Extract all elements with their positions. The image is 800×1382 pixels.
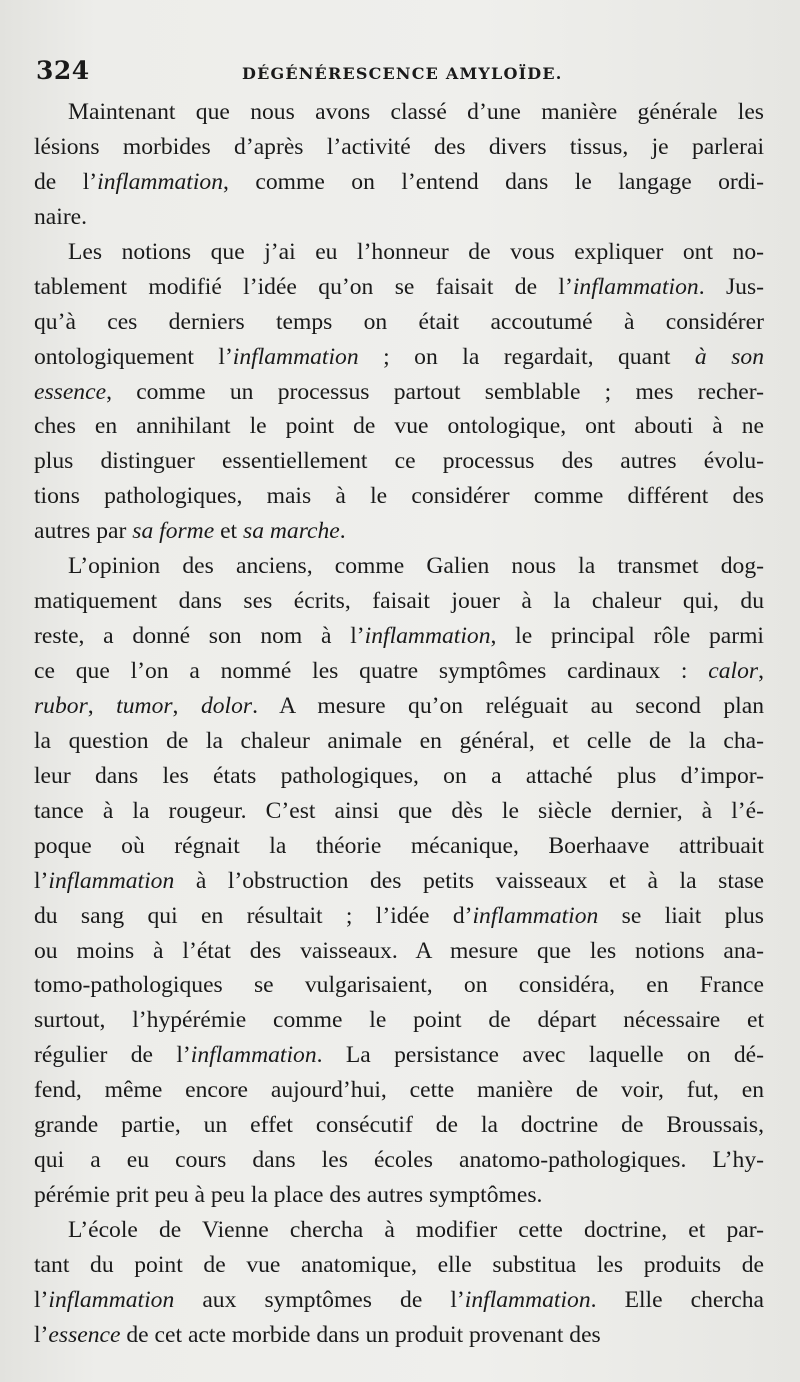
text-line: Les notions que j’ai eu l’honneur de vous expliquer ont no- <box>68 238 764 265</box>
running-title: DÉGÉNÉRESCENCE AMYLOÏDE. <box>242 64 563 83</box>
text-line: plus distinguer essentiellement ce processus des autres évolu- <box>34 448 764 475</box>
text-line: ou moins à l’état des vaisseaux. A mesure que les notions ana- <box>34 937 764 964</box>
text-line: Maintenant que nous avons classé d’une manière générale les <box>68 99 764 125</box>
text-line: qu’à ces derniers temps on était accoutumé à considérer <box>34 308 764 335</box>
text-line: l’inflammation aux symptômes de l’inflammation. Elle chercha <box>34 1286 764 1313</box>
text-line: tant du point de vue anatomique, elle substitua les produits de <box>34 1251 764 1278</box>
text-line: matiquement dans ses écrits, faisait jouer à la chaleur qui, du <box>34 588 764 615</box>
text-line: du sang qui en résultait ; l’idée d’inflammation se liait plus <box>34 902 764 929</box>
text-line: essence, comme un processus partout semblable ; mes recher- <box>34 378 764 405</box>
text-line: autres par sa forme et sa marche. <box>34 518 346 545</box>
page-number: 324 <box>36 56 90 85</box>
text-line: poque où régnait la théorie mécanique, Boerhaave attribuait <box>34 832 764 859</box>
text-line: rubor, tumor, dolor. A mesure qu’on reléguait au second plan <box>34 692 765 719</box>
text-line: tomo-pathologiques se vulgarisaient, on considéra, en France <box>34 972 764 999</box>
text-line: ontologiquement l’inflammation ; on la regardait, quant à son <box>34 343 764 370</box>
text-line: pérémie prit peu à peu la place des autres symptômes. <box>34 1182 543 1209</box>
text-line: reste, a donné son nom à l’inflammation, le principal rôle parmi <box>34 623 764 650</box>
text-line: qui a eu cours dans les écoles anatomo-pathologiques. L’hy- <box>34 1147 764 1174</box>
running-head <box>32 56 772 96</box>
text-line: tablement modifié l’idée qu’on se faisait de l’inflammation. Jus- <box>34 273 764 300</box>
text-line: l’essence de cet acte morbide dans un produit provenant des <box>34 1321 601 1348</box>
text-line: régulier de l’inflammation. La persistance avec laquelle on dé- <box>34 1042 765 1069</box>
text-line: leur dans les états pathologiques, on a attaché plus d’impor- <box>34 762 764 789</box>
text-line: L’école de Vienne chercha à modifier cette doctrine, et par- <box>68 1217 764 1243</box>
text-line: tions pathologiques, mais à le considérer comme différent des <box>34 483 764 510</box>
text-line: ce que l’on a nommé les quatre symptômes cardinaux : calor, <box>34 658 764 684</box>
text-line: L’opinion des anciens, comme Galien nous la transmet dog- <box>68 553 764 580</box>
text-line: ches en annihilant le point de vue ontologique, ont abouti à ne <box>34 413 764 440</box>
text-line: tance à la rougeur. C’est ainsi que dès le siècle dernier, à l’é- <box>34 797 764 824</box>
body-text <box>34 95 764 1353</box>
text-line: surtout, l’hypérémie comme le point de départ nécessaire et <box>34 1007 764 1034</box>
text-line: fend, même encore aujourd’hui, cette manière de voir, fut, en <box>34 1077 764 1104</box>
text-line: l’inflammation à l’obstruction des petits vaisseaux et à la stase <box>34 867 764 894</box>
text-line: naire. <box>34 203 88 230</box>
text-line: la question de la chaleur animale en général, et celle de la cha- <box>34 727 764 754</box>
text-line: lésions morbides d’après l’activité des divers tissus, je parlerai <box>34 133 764 160</box>
text-line: de l’inflammation, comme on l’entend dans le langage ordi- <box>34 168 764 195</box>
text-line: grande partie, un effet consécutif de la doctrine de Broussais, <box>34 1112 764 1139</box>
